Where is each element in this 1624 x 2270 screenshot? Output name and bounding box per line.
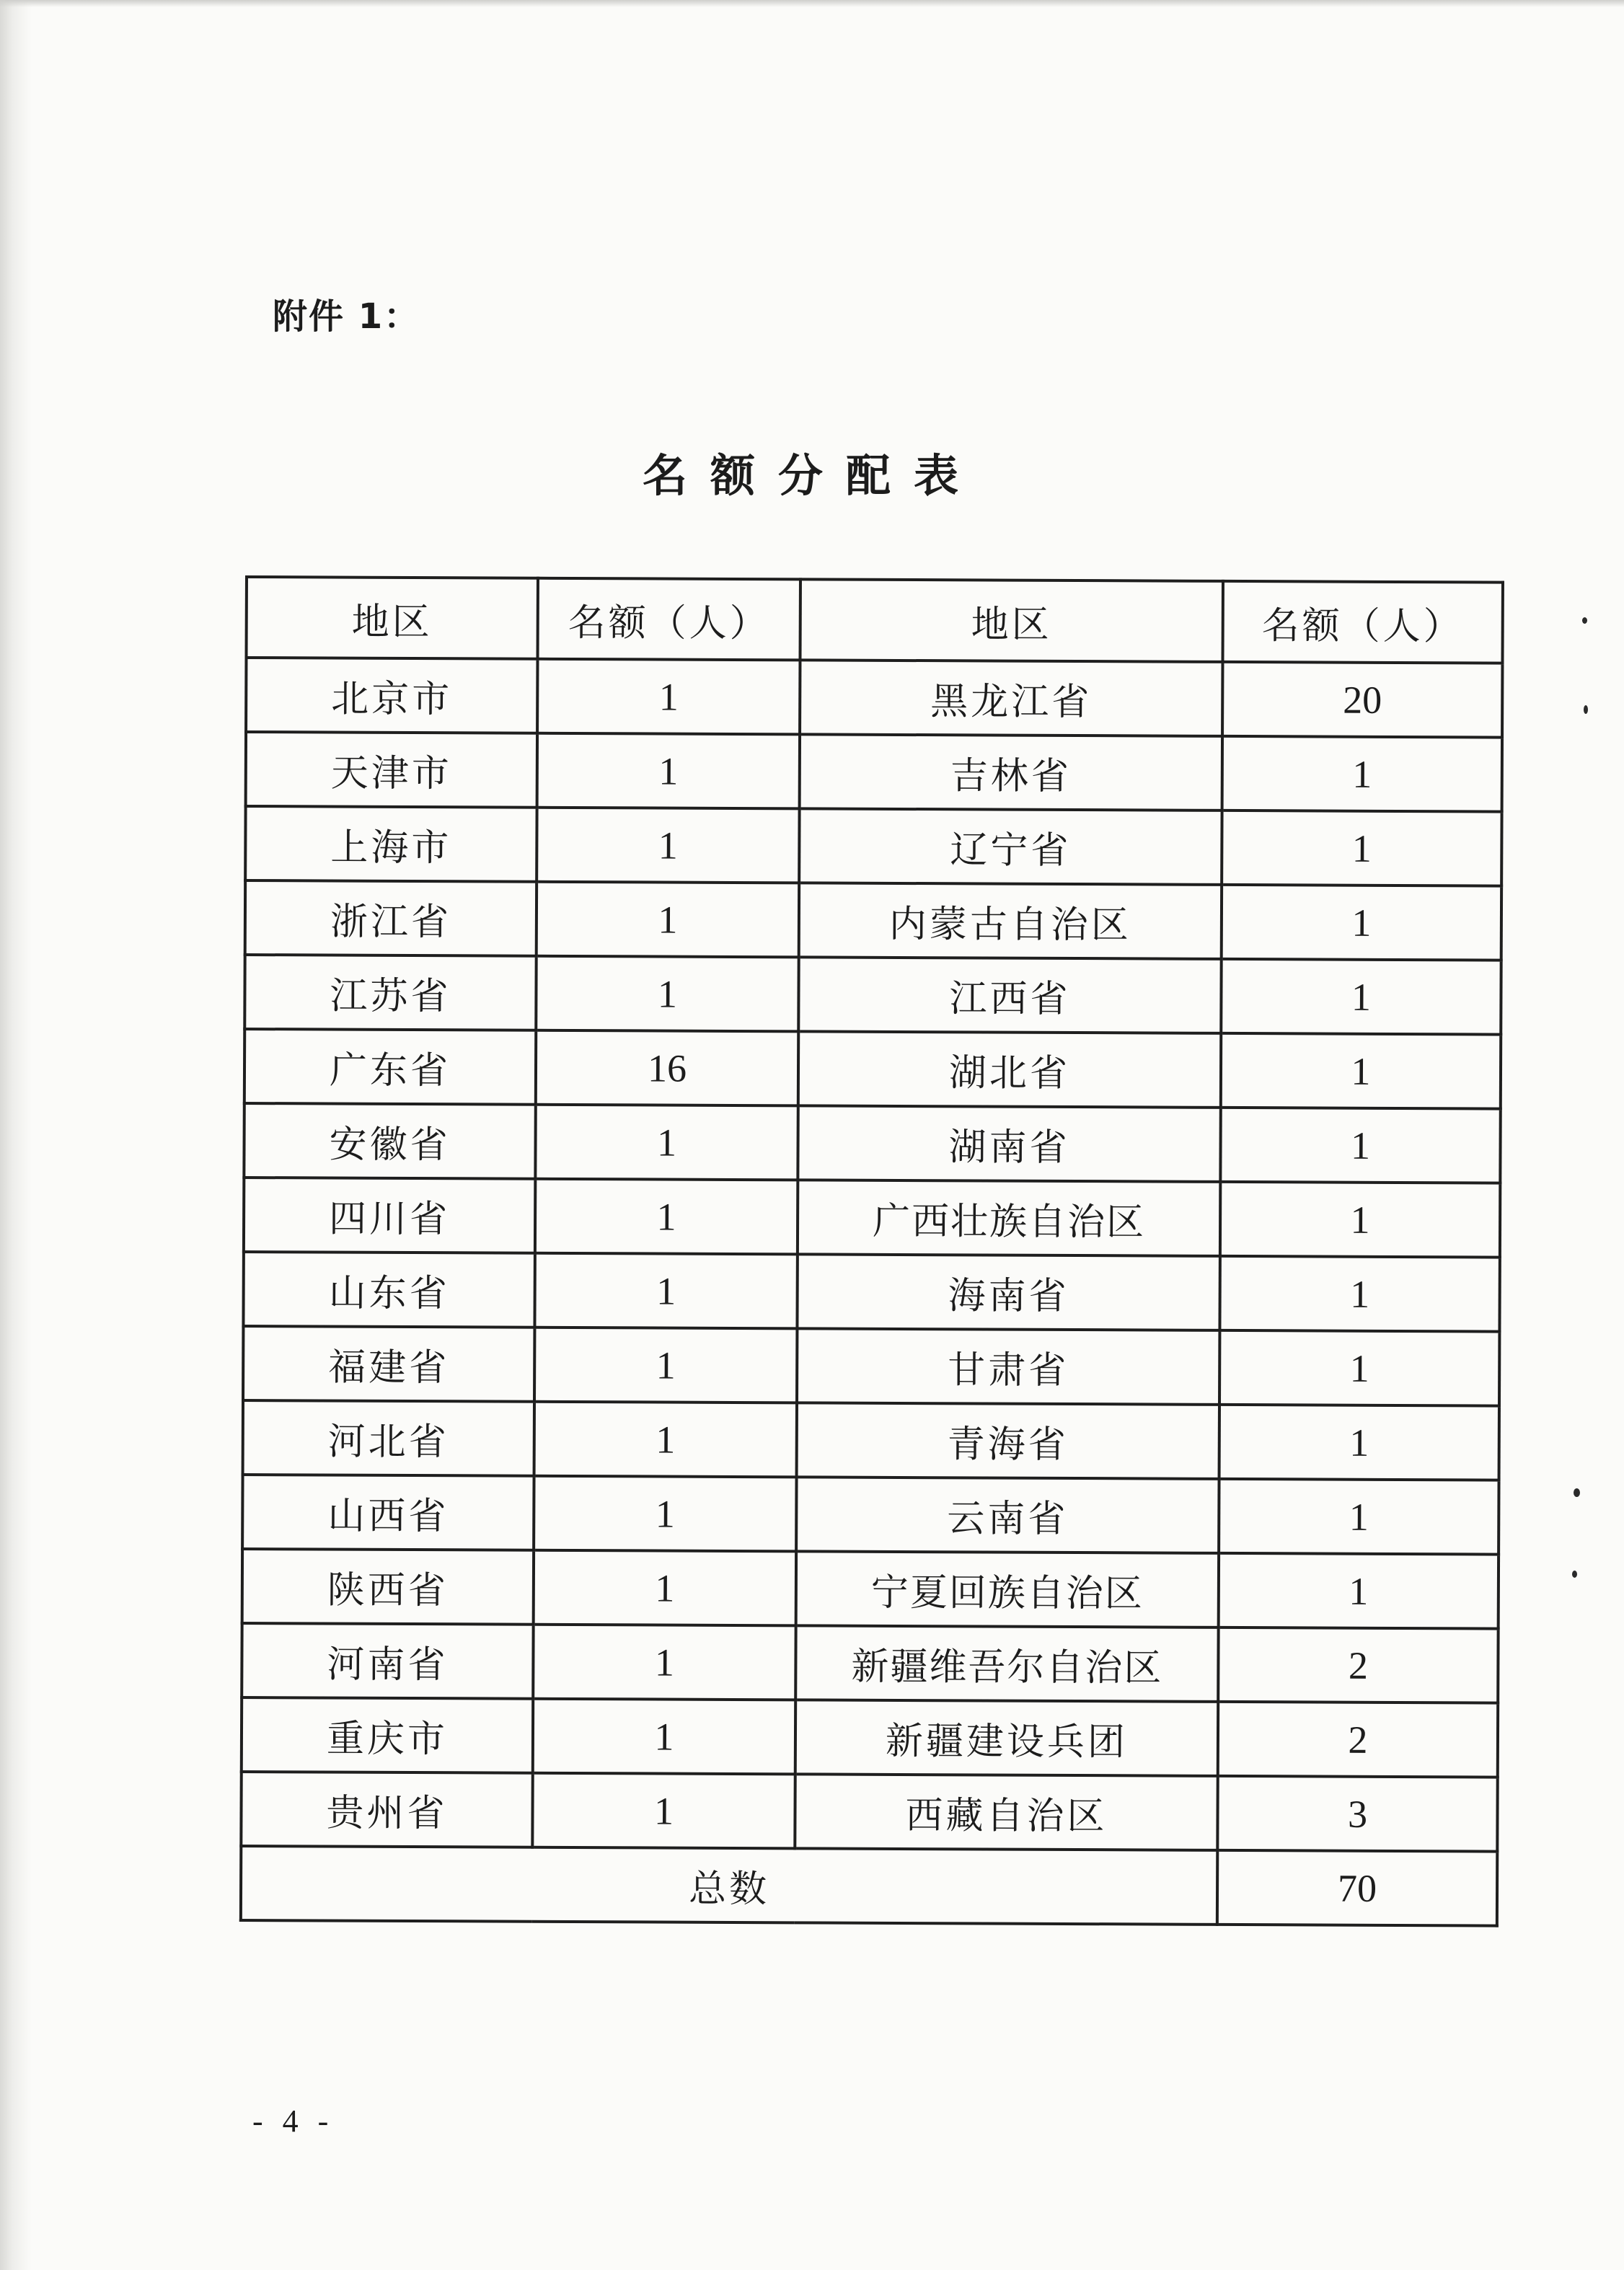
- quota-right-cell: 1: [1220, 1108, 1500, 1183]
- quota-right-cell: 20: [1222, 662, 1502, 738]
- quota-left-cell: 1: [537, 808, 799, 883]
- quota-left-cell: 1: [537, 882, 799, 958]
- quota-allocation-table: [239, 575, 1504, 1927]
- quota-right-cell: 1: [1219, 1553, 1499, 1629]
- quota-right-cell: 1: [1222, 811, 1501, 886]
- region-left-cell: 四川省: [244, 1178, 535, 1253]
- region-right-cell: 新疆维吾尔自治区: [795, 1625, 1218, 1702]
- table-row: [242, 1623, 1498, 1703]
- region-left-cell: 河南省: [242, 1623, 533, 1699]
- region-left-cell: 北京市: [246, 658, 537, 733]
- table-row: [244, 1178, 1500, 1258]
- table-row: [245, 806, 1501, 886]
- region-right-cell: 湖南省: [798, 1105, 1220, 1182]
- scan-speck: [1584, 705, 1588, 714]
- table-row: [245, 880, 1501, 960]
- region-left-cell: 广东省: [244, 1029, 536, 1105]
- region-left-cell: 浙江省: [245, 880, 537, 956]
- quota-left-cell: 1: [533, 1699, 795, 1775]
- table-row: [244, 1103, 1500, 1183]
- quota-right-cell: 1: [1220, 1182, 1500, 1258]
- region-right-cell: 湖北省: [798, 1031, 1221, 1108]
- region-right-cell: 云南省: [796, 1477, 1219, 1553]
- scan-speck: [1582, 617, 1587, 624]
- scan-speck: [1574, 1488, 1580, 1497]
- quota-right-cell: 1: [1221, 1033, 1501, 1109]
- quota-left-cell: 1: [532, 1773, 795, 1849]
- quota-right-cell: 2: [1218, 1702, 1498, 1777]
- region-right-cell: 甘肃省: [797, 1328, 1219, 1405]
- region-left-cell: 上海市: [245, 806, 537, 882]
- page-title: 名额分配表: [642, 449, 981, 502]
- table-row: [242, 1697, 1498, 1777]
- table-row: [244, 955, 1501, 1035]
- region-left-cell: 河北省: [243, 1400, 534, 1476]
- quota-right-cell: 1: [1219, 1479, 1499, 1555]
- region-right-cell: 黑龙江省: [800, 660, 1222, 736]
- region-left-cell: 安徽省: [244, 1103, 535, 1179]
- region-left-cell: 陕西省: [242, 1549, 534, 1625]
- header-region-left: 地区: [247, 577, 538, 659]
- region-right-cell: 内蒙古自治区: [799, 883, 1222, 959]
- region-right-cell: 新疆建设兵团: [795, 1700, 1218, 1776]
- quota-left-cell: 1: [534, 1402, 797, 1478]
- attachment-label: 附件 1：: [273, 296, 420, 337]
- total-label: 总数: [241, 1846, 1217, 1925]
- quota-left-cell: 1: [533, 1625, 795, 1700]
- region-left-cell: 贵州省: [241, 1772, 532, 1847]
- region-right-cell: 宁夏回族自治区: [796, 1551, 1219, 1628]
- table-row: [246, 658, 1502, 738]
- quota-right-cell: 1: [1222, 885, 1501, 960]
- table-row: [242, 1475, 1499, 1555]
- quota-left-cell: 1: [534, 1328, 797, 1403]
- header-region-right: 地区: [800, 579, 1222, 662]
- region-right-cell: 西藏自治区: [795, 1774, 1217, 1850]
- region-right-cell: 江西省: [798, 957, 1221, 1033]
- scan-top-shadow: [0, 0, 1624, 7]
- quota-left-cell: 16: [536, 1030, 798, 1106]
- page-number: - 4 -: [252, 2103, 335, 2139]
- header-quota-left: 名额（人）: [537, 578, 800, 661]
- table-header-row: [247, 577, 1503, 663]
- region-right-cell: 海南省: [797, 1254, 1219, 1330]
- quota-right-cell: 1: [1219, 1330, 1499, 1406]
- table-row: [243, 1252, 1499, 1332]
- header-quota-right: 名额（人）: [1222, 581, 1502, 663]
- quota-left-cell: 1: [534, 1476, 796, 1552]
- quota-left-cell: 1: [537, 733, 800, 809]
- region-left-cell: 江苏省: [244, 955, 536, 1030]
- region-left-cell: 重庆市: [242, 1697, 533, 1773]
- region-left-cell: 山东省: [243, 1252, 534, 1328]
- total-value: 70: [1217, 1850, 1497, 1926]
- quota-left-cell: 1: [534, 1253, 797, 1329]
- table-row: [242, 1549, 1499, 1629]
- quota-left-cell: 1: [534, 1550, 796, 1626]
- table-row: [244, 1029, 1501, 1109]
- quota-left-cell: 1: [537, 659, 800, 735]
- scan-speck: [1572, 1571, 1577, 1578]
- region-right-cell: 广西壮族自治区: [798, 1180, 1220, 1256]
- region-left-cell: 天津市: [246, 732, 537, 808]
- table-row: [243, 1400, 1499, 1480]
- quota-left-cell: 1: [535, 1105, 798, 1180]
- table-row: [243, 1326, 1499, 1406]
- quota-left-cell: 1: [536, 956, 798, 1032]
- quota-right-cell: 3: [1217, 1776, 1497, 1852]
- quota-right-cell: 1: [1222, 736, 1502, 812]
- table-row: [241, 1772, 1497, 1852]
- quota-left-cell: 1: [535, 1179, 798, 1255]
- quota-right-cell: 1: [1219, 1256, 1499, 1332]
- region-right-cell: 吉林省: [800, 734, 1222, 811]
- scan-edge-shadow: [0, 0, 32, 2270]
- table-row: [246, 732, 1502, 812]
- region-left-cell: 福建省: [243, 1326, 534, 1402]
- table-body: [241, 658, 1502, 1852]
- quota-right-cell: 1: [1219, 1405, 1499, 1480]
- region-left-cell: 山西省: [242, 1475, 534, 1550]
- quota-right-cell: 1: [1221, 959, 1501, 1035]
- quota-right-cell: 2: [1218, 1628, 1498, 1703]
- region-right-cell: 辽宁省: [799, 808, 1222, 885]
- region-right-cell: 青海省: [797, 1403, 1219, 1479]
- total-row: [241, 1846, 1497, 1926]
